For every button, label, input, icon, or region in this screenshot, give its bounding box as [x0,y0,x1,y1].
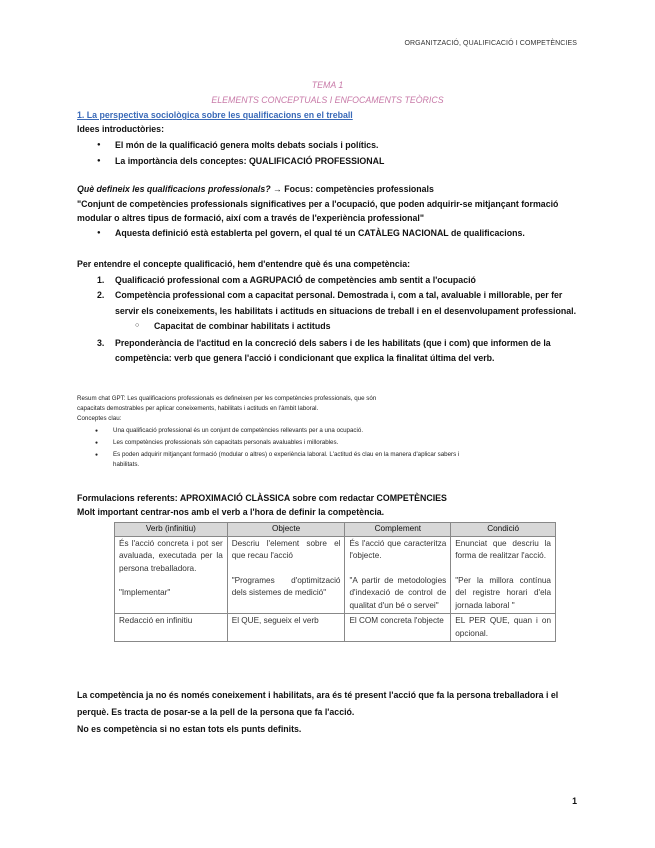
table-cell: EL PER QUE, quan i on opcional. [451,614,556,642]
formulations-label: Formulacions referents: [77,493,180,503]
page-number: 1 [572,796,577,806]
chapter-subtitle: ELEMENTS CONCEPTUALS I ENFOCAMENTS TEÒRICS [211,95,444,105]
table-cell [227,536,345,614]
closing-block [77,688,587,736]
definition-bullet-list [77,226,582,240]
competence-table [114,522,556,642]
column-header: Complement [345,523,451,537]
list-item: ● Es poden adquirir mitjançant formació (modular o altres) o experiència laboral. L'actitud és clau en la manera d'aplicar sabers i [77,450,557,460]
list-item: ● Aquesta definició està establerta pel govern, el qual té un CATÀLEG NACIONAL de qualificacions. [77,226,582,240]
cell-example: "Implementar" [119,588,171,597]
formulations-block [77,491,582,519]
question-text: Què defineix les qualificacions professionals? [77,184,271,194]
question-block [77,182,582,240]
table-cell [345,536,451,614]
column-header: Objecte [227,523,345,537]
cell-text: Enunciat que descriu la forma de realitzar l'acció. [455,538,551,560]
formulations-note: Molt important centrar-nos amb el verb a l'hora de definir la competència. [77,507,385,517]
formulations-heading: APROXIMACIÓ CLÀSSICA sobre com redactar COMPETÈNCIES [179,493,447,503]
concept-block [77,257,582,366]
cell-text: Descriu l'element sobre el que recau l'acció [231,538,341,560]
cell-example: "Per la millora contínua del registre horari d'ela jornada laboral " [455,575,551,610]
table-header-row [115,523,556,537]
list-item-text: Competència professional com a capacitat personal. Demostrada i, com a tal, avaluable i millorable, per fer servir els coneixements, les habilitats i actituds en situacions de treball i en el desenvolupament professional. [115,290,577,316]
column-header: Condició [451,523,556,537]
chapter-title: TEMA 1 [311,80,344,90]
list-item-text: Qualificació professional com a AGRUPACIÓ de competències amb sentit a l'ocupació [115,275,476,285]
concept-numbered-list [77,273,582,366]
intro-subheading: Idees introductòries: [77,124,165,134]
cell-text: És l'acció concreta i pot ser avaluada, executada per la persona treballadora. [119,538,223,573]
closing-line: La competència ja no és només coneixement i habilitats, ara és té present l'acció que fa la persona treballadora i el [77,690,559,700]
list-number: 2. [97,290,105,300]
table-cell [115,536,228,614]
list-item [77,336,582,366]
list-item [77,273,582,287]
list-number: 1. [97,275,105,285]
definition-quote-line: "Conjunt de competències professionals significatives per a l'ocupació, que poden adquirir-se mitjançant formació [77,199,559,209]
cell-text: És l'acció que caracteritza l'objecte. [349,538,447,560]
table-row [115,614,556,642]
section-1 [77,108,582,168]
summary-block [77,394,557,470]
list-item-continuation: habilitats. [113,461,140,468]
section-heading-link[interactable]: 1. La perspectiva sociològica sobre les qualificacions en el treball [77,110,353,120]
table-cell: Redacció en infinitiu [115,614,228,642]
summary-line: Resum chat GPT: Les qualificacions professionals es defineixen per les competències professionals, que són [77,395,377,402]
sub-list-item: ○ Capacitat de combinar habilitats i actituds [77,319,582,333]
intro-bullet-list [77,138,582,168]
closing-line: perquè. Es tracta de posar-se a la pell de la persona que fa l'acció. [77,707,355,717]
summary-line: capacitats demostrables per aplicar coneixements, habilitats i actituds en l'àmbit laboral. [77,405,319,412]
list-number: 3. [97,338,105,348]
cell-example: "A partir de metodologies d'indexació de control de qualitat d'un bé o servei" [349,575,447,610]
table-cell: El QUE, segueix el verb [227,614,345,642]
summary-line: Conceptes clau: [77,415,122,422]
list-item: ● La importància dels conceptes: QUALIFICACIÓ PROFESSIONAL [77,154,582,168]
list-item-text: Preponderància de l'actitud en la concreció dels sabers i de les habilitats (que i com) que informen de la competència: verb que genera l'acció i condicionant que explica la finalitat última del verb. [115,338,551,363]
cell-example: "Programes d'optimització dels sistemes de medició" [231,575,341,597]
list-item: ● Les competències professionals són capacitats personals avaluables i millorables. [77,438,557,448]
arrow-icon: → [273,184,282,194]
list-item: ● El món de la qualificació genera molts debats socials i polítics. [77,138,582,152]
running-header: ORGANITZACIÓ, QUALIFICACIÓ I COMPETÈNCIES [404,40,577,47]
focus-text: Focus: competències professionals [284,184,434,194]
column-header: Verb (infinitiu) [115,523,228,537]
table-row [115,536,556,614]
table-cell [451,536,556,614]
closing-line: No es competència si no estan tots els punts definits. [77,724,302,734]
concept-intro: Per entendre el concepte qualificació, hem d'entendre què és una competència: [77,259,411,269]
list-item: ● Una qualificació professional és un conjunt de competències rellevants per a una ocupació. [77,426,557,436]
table-cell: El COM concreta l'objecte [345,614,451,642]
definition-quote-line: modular o altres tipus de formació, així com a través de l'experiència professional" [77,213,425,223]
list-item [77,288,582,319]
